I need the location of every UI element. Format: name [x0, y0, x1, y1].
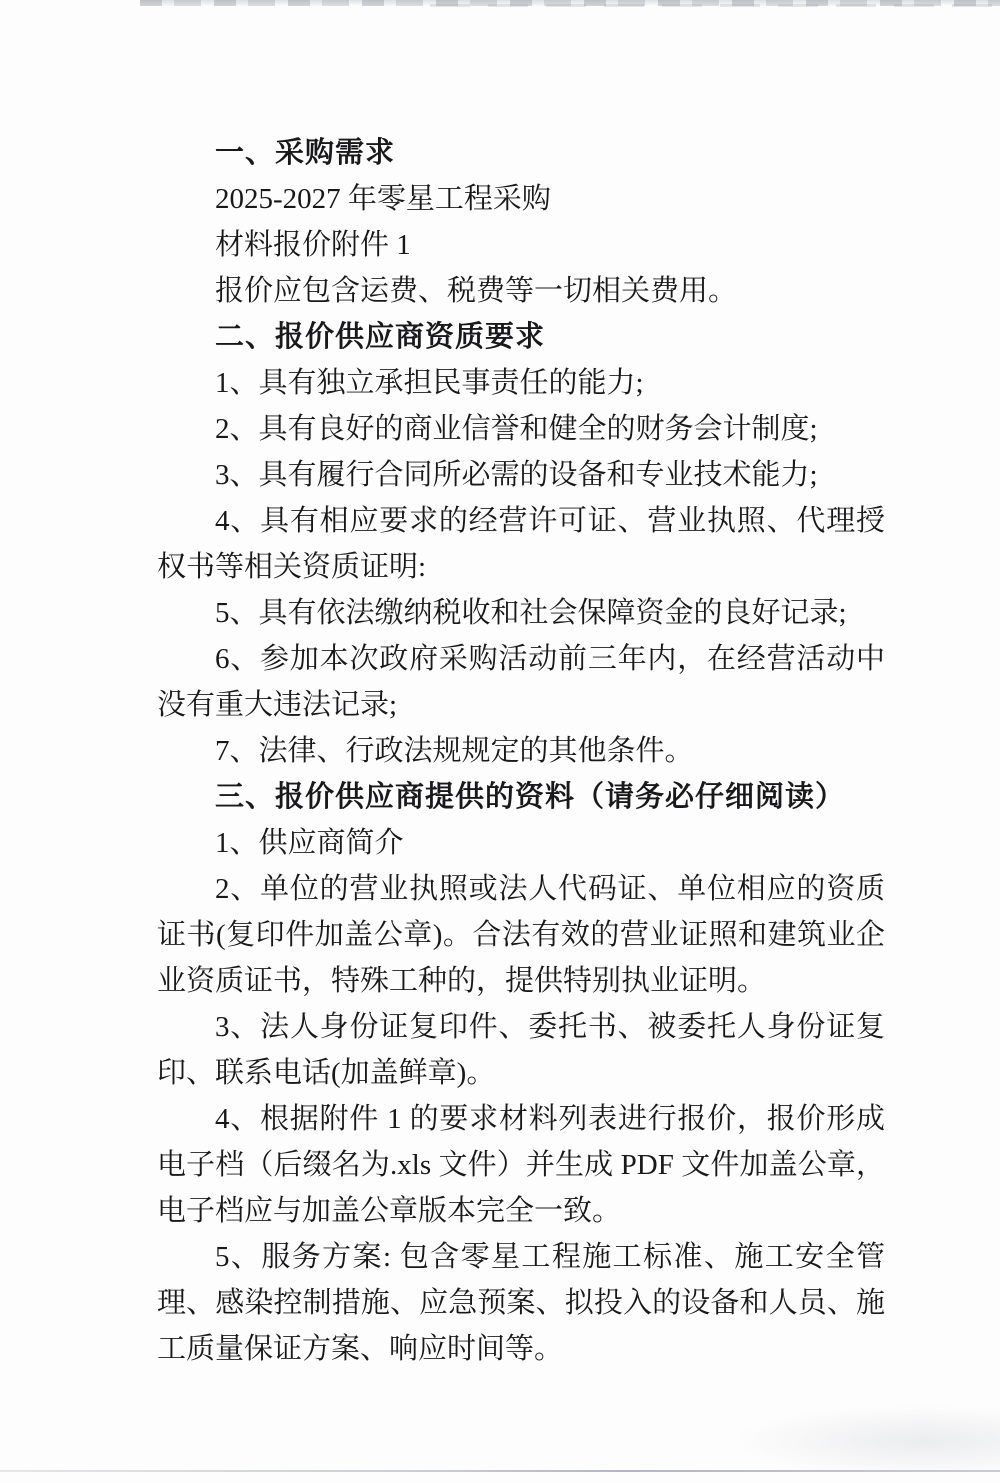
section-2-item-4: 4、具有相应要求的经营许可证、营业执照、代理授权书等相关资质证明: [157, 505, 885, 583]
section-2-item-6: 6、参加本次政府采购活动前三年内，在经营活动中没有重大违法记录; [157, 643, 885, 721]
section-2-item-7: 7、法律、行政法规规定的其他条件。 [215, 735, 694, 767]
section-2-item-5: 5、具有依法缴纳税收和社会保障资金的良好记录; [215, 597, 847, 629]
section-2-item-2: 2、具有良好的商业信誉和健全的财务会计制度; [215, 413, 818, 445]
section-1-line-project: 2025-2027 年零星工程采购 [215, 183, 551, 215]
section-3-item-3: 3、法人身份证复印件、委托书、被委托人身份证复印、联系电话(加盖鲜章)。 [157, 1011, 885, 1089]
document-text-block [157, 130, 885, 1372]
section-1-line-fees: 报价应包含运费、税费等一切相关费用。 [215, 275, 738, 307]
section-2-item-3: 3、具有履行合同所必需的设备和专业技术能力; [215, 459, 818, 491]
section-3-item-4: 4、根据附件 1 的要求材料列表进行报价，报价形成电子档（后缀名为.xls 文件）并生成 PDF 文件加盖公章，电子档应与加盖公章版本完全一致。 [157, 1103, 885, 1227]
section-3-item-1: 1、供应商简介 [215, 827, 404, 859]
section-2-item-1: 1、具有独立承担民事责任的能力; [215, 367, 644, 399]
section-3-heading: 三、报价供应商提供的资料（请务必仔细阅读） [215, 781, 846, 813]
section-2-heading: 二、报价供应商资质要求 [215, 321, 546, 353]
scan-smudge-bottom [730, 1405, 1000, 1471]
section-1-line-attachment: 材料报价附件 1 [215, 229, 411, 261]
scan-line-bottom [0, 1470, 1000, 1472]
section-1-heading: 一、采购需求 [215, 137, 396, 169]
section-3-item-2: 2、单位的营业执照或法人代码证、单位相应的资质证书(复印件加盖公章)。合法有效的营业证照和建筑业企业资质证书，特殊工种的，提供特别执业证明。 [157, 873, 885, 997]
section-3-item-5: 5、服务方案: 包含零星工程施工标准、施工安全管理、感染控制措施、应急预案、拟投入的设备和人员、施工质量保证方案、响应时间等。 [157, 1241, 885, 1365]
scan-noise-top-secondary [430, 4, 1000, 7]
